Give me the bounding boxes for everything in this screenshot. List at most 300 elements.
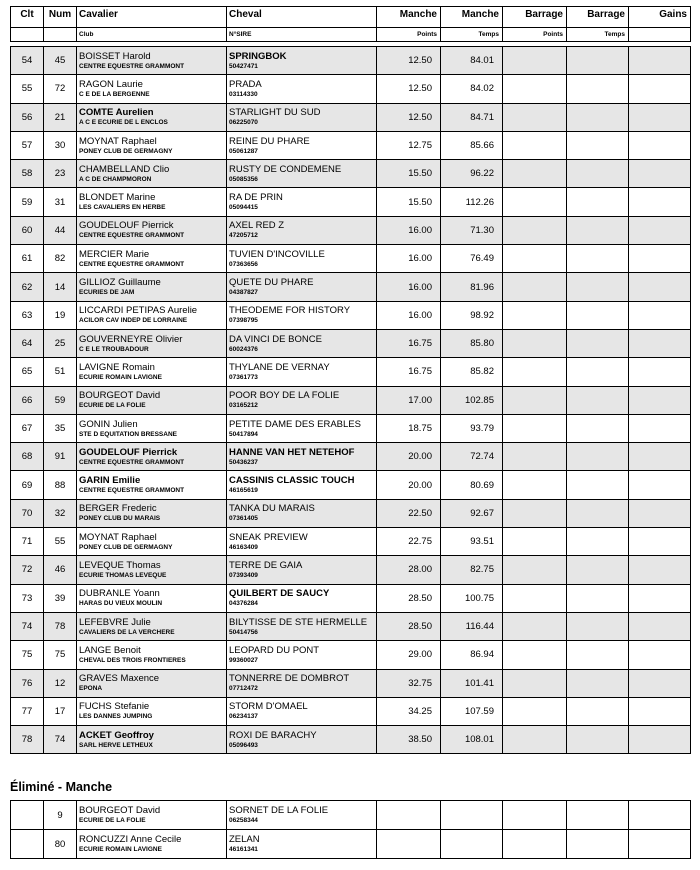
horse-sire: 06258344 (229, 817, 258, 824)
num-cell: 21 (44, 103, 77, 131)
horse-name: CASSINIS CLASSIC TOUCH (229, 475, 355, 487)
horse-sire: 60024376 (229, 345, 258, 353)
horse-cell (227, 726, 377, 754)
jumpoff-points-cell (503, 160, 567, 188)
club-name: ECURIE ROMAIN LAVIGNE (79, 846, 162, 853)
rider-cell (77, 584, 227, 612)
rider-cell (77, 528, 227, 556)
winnings-cell (629, 245, 691, 273)
rank-cell (11, 830, 44, 859)
club-name: ECURIE ROMAIN LAVIGNE (79, 373, 162, 381)
rank-cell (11, 801, 44, 830)
jumpoff-points-cell (503, 47, 567, 75)
table-row (11, 131, 691, 159)
rider-name: COMTE Aurelien (79, 107, 154, 119)
jumpoff-time-cell (567, 301, 629, 329)
num-cell: 72 (44, 75, 77, 103)
club-name: LES CAVALIERS EN HERBE (79, 204, 166, 212)
table-row (11, 329, 691, 357)
num-cell: 31 (44, 188, 77, 216)
winnings-cell (629, 414, 691, 442)
horse-name: REINE DU PHARE (229, 135, 310, 147)
num-cell: 78 (44, 612, 77, 640)
col-rank: Clt (11, 7, 44, 28)
time-cell: 84.01 (441, 47, 503, 75)
rider-name: GRAVES Maxence (79, 673, 160, 685)
rider-cell (77, 188, 227, 216)
horse-name: TANKA DU MARAIS (229, 503, 315, 515)
jumpoff-points-cell (503, 612, 567, 640)
horse-sire: 07398795 (229, 317, 258, 325)
rider-name: MOYNAT Raphael (79, 135, 157, 147)
rank-cell: 59 (11, 188, 44, 216)
rider-name: BOISSET Harold (79, 50, 151, 62)
club-name: ECURIE DE LA FOLIE (79, 402, 146, 410)
rider-cell (77, 556, 227, 584)
horse-cell (227, 471, 377, 499)
rider-cell (77, 830, 227, 859)
club-name: CAVALIERS DE LA VERCHERE (79, 628, 175, 636)
horse-name: HANNE VAN HET NETEHOF (229, 446, 355, 458)
horse-name: ROXI DE BARACHY (229, 729, 317, 741)
num-cell: 82 (44, 245, 77, 273)
points-cell: 12.75 (377, 131, 441, 159)
jumpoff-time-cell (567, 216, 629, 244)
rider-name: GOUDELOUF Pierrick (79, 220, 174, 232)
rider-cell (77, 301, 227, 329)
jumpoff-time-cell (567, 726, 629, 754)
table-row (11, 386, 691, 414)
num-cell: 39 (44, 584, 77, 612)
points-cell: 20.00 (377, 471, 441, 499)
points-cell: 18.75 (377, 414, 441, 442)
rider-cell (77, 386, 227, 414)
num-cell: 14 (44, 273, 77, 301)
winnings-cell (629, 273, 691, 301)
rank-cell: 72 (11, 556, 44, 584)
club-name: PONEY CLUB DU MARAIS (79, 515, 161, 523)
rider-name: RONCUZZI Anne Cecile (79, 834, 182, 845)
jumpoff-time-cell (567, 131, 629, 159)
winnings-cell (629, 160, 691, 188)
time-cell: 96.22 (441, 160, 503, 188)
jumpoff-time-cell (567, 641, 629, 669)
num-cell: 30 (44, 131, 77, 159)
table-row (11, 556, 691, 584)
jumpoff-time-cell (567, 697, 629, 725)
time-cell: 101.41 (441, 669, 503, 697)
time-cell: 102.85 (441, 386, 503, 414)
horse-sire: 05061287 (229, 147, 258, 155)
horse-name: POOR BOY DE LA FOLIE (229, 390, 340, 402)
table-row (11, 47, 691, 75)
rank-cell: 70 (11, 499, 44, 527)
rider-name: RAGON Laurie (79, 78, 143, 90)
jumpoff-time-cell (567, 414, 629, 442)
horse-sire: 07363656 (229, 260, 258, 268)
rider-cell (77, 216, 227, 244)
horse-name: SORNET DE LA FOLIE (229, 805, 329, 816)
table-row (11, 245, 691, 273)
jumpoff-time-cell (567, 669, 629, 697)
subcol-jumpoff-time: Temps (567, 28, 629, 42)
horse-cell (227, 556, 377, 584)
club-name: LES DANNES JUMPING (79, 713, 153, 721)
rider-cell (77, 726, 227, 754)
table-row (11, 697, 691, 725)
rank-cell: 62 (11, 273, 44, 301)
rider-cell (77, 471, 227, 499)
col-rider: Cavalier (77, 7, 227, 28)
horse-name: PRADA (229, 78, 262, 90)
time-cell: 112.26 (441, 188, 503, 216)
jumpoff-time-cell (567, 103, 629, 131)
num-cell: 74 (44, 726, 77, 754)
horse-cell (227, 245, 377, 273)
rider-cell (77, 801, 227, 830)
winnings-cell (629, 329, 691, 357)
horse-cell (227, 216, 377, 244)
rank-cell: 64 (11, 329, 44, 357)
winnings-cell (629, 471, 691, 499)
rider-cell (77, 245, 227, 273)
rider-cell (77, 612, 227, 640)
table-row (11, 414, 691, 442)
num-cell: 59 (44, 386, 77, 414)
table-row (11, 499, 691, 527)
table-row (11, 216, 691, 244)
subcol-points: Points (377, 28, 441, 42)
horse-name: STARLIGHT DU SUD (229, 107, 321, 119)
num-cell: 19 (44, 301, 77, 329)
horse-sire: 50417894 (229, 430, 258, 438)
rank-cell: 58 (11, 160, 44, 188)
jumpoff-time-cell (567, 443, 629, 471)
horse-sire: 05094415 (229, 204, 258, 212)
table-row (11, 188, 691, 216)
jumpoff-points-cell (503, 75, 567, 103)
rank-cell: 73 (11, 584, 44, 612)
points-cell: 16.00 (377, 245, 441, 273)
club-name: ACILOR CAV INDEP DE LORRAINE (79, 317, 188, 325)
points-cell: 15.50 (377, 160, 441, 188)
table-row (11, 301, 691, 329)
jumpoff-points-cell (503, 329, 567, 357)
horse-cell (227, 443, 377, 471)
horse-cell (227, 499, 377, 527)
horse-sire: 47205712 (229, 232, 258, 240)
num-cell: 88 (44, 471, 77, 499)
horse-sire: 04387827 (229, 289, 258, 297)
horse-name: TONNERRE DE DOMBROT (229, 673, 350, 685)
table-row (11, 830, 691, 859)
winnings-cell (629, 188, 691, 216)
horse-cell (227, 528, 377, 556)
col-horse: Cheval (227, 7, 377, 28)
rank-cell: 54 (11, 47, 44, 75)
horse-cell (227, 612, 377, 640)
horse-name: QUETE DU PHARE (229, 277, 314, 289)
winnings-cell (629, 726, 691, 754)
rank-cell: 77 (11, 697, 44, 725)
jumpoff-points-cell (503, 188, 567, 216)
rider-name: ACKET Geoffroy (79, 729, 154, 741)
jumpoff-time-cell (567, 556, 629, 584)
points-cell: 28.50 (377, 584, 441, 612)
rider-cell (77, 273, 227, 301)
winnings-cell (629, 47, 691, 75)
club-name: A C DE CHAMPMORON (79, 175, 152, 183)
horse-sire: 07361773 (229, 373, 258, 381)
horse-name: ZELAN (229, 834, 260, 845)
rider-cell (77, 329, 227, 357)
points-cell: 16.75 (377, 329, 441, 357)
results-header (10, 6, 691, 42)
jumpoff-points-cell (503, 641, 567, 669)
table-row (11, 528, 691, 556)
rank-cell: 60 (11, 216, 44, 244)
eliminated-title: Éliminé - Manche (10, 780, 113, 794)
num-cell: 55 (44, 528, 77, 556)
club-name: A C E ECURIE DE L ENCLOS (79, 119, 168, 127)
points-cell: 12.50 (377, 75, 441, 103)
rider-name: GOUVERNEYRE Olivier (79, 333, 183, 345)
num-cell: 9 (44, 801, 77, 830)
horse-name: THYLANE DE VERNAY (229, 361, 330, 373)
jumpoff-points-cell (503, 801, 567, 830)
jumpoff-points-cell (503, 726, 567, 754)
rider-name: GILLIOZ Guillaume (79, 277, 161, 289)
club-name: CENTRE EQUESTRE GRAMMONT (79, 232, 185, 240)
horse-sire: 07393409 (229, 571, 258, 579)
horse-sire: 07712472 (229, 685, 258, 693)
time-cell: 71.30 (441, 216, 503, 244)
rider-cell (77, 641, 227, 669)
table-row (11, 641, 691, 669)
points-cell: 16.00 (377, 301, 441, 329)
points-cell: 12.50 (377, 47, 441, 75)
time-cell: 92.67 (441, 499, 503, 527)
rider-name: MOYNAT Raphael (79, 531, 157, 543)
horse-sire: 07361405 (229, 515, 258, 523)
jumpoff-points-cell (503, 556, 567, 584)
horse-sire: 05085356 (229, 175, 258, 183)
col-jumpoff-time: Barrage (567, 7, 629, 28)
horse-cell (227, 358, 377, 386)
rank-cell: 78 (11, 726, 44, 754)
points-cell: 12.50 (377, 103, 441, 131)
club-name: CENTRE EQUESTRE GRAMMONT (79, 260, 185, 268)
horse-sire: 46165619 (229, 487, 258, 495)
jumpoff-time-cell (567, 75, 629, 103)
time-cell: 84.71 (441, 103, 503, 131)
club-name: HARAS DU VIEUX MOULIN (79, 600, 163, 608)
rider-name: BOURGEOT David (79, 390, 161, 402)
jumpoff-points-cell (503, 830, 567, 859)
jumpoff-points-cell (503, 131, 567, 159)
rider-name: LANGE Benoit (79, 644, 141, 656)
club-name: ECURIE DE LA FOLIE (79, 817, 146, 824)
rank-cell: 66 (11, 386, 44, 414)
rank-cell: 68 (11, 443, 44, 471)
horse-cell (227, 188, 377, 216)
winnings-cell (629, 556, 691, 584)
jumpoff-points-cell (503, 301, 567, 329)
points-cell (377, 830, 441, 859)
rider-name: GARIN Emilie (79, 475, 141, 487)
results-table (10, 46, 691, 754)
num-cell: 51 (44, 358, 77, 386)
horse-cell (227, 414, 377, 442)
rider-name: LAVIGNE Romain (79, 361, 155, 373)
time-cell (441, 801, 503, 830)
points-cell: 15.50 (377, 188, 441, 216)
rider-name: BERGER Frederic (79, 503, 157, 515)
horse-sire: 03165212 (229, 402, 258, 410)
num-cell: 12 (44, 669, 77, 697)
rider-name: DUBRANLE Yoann (79, 588, 160, 600)
horse-cell (227, 801, 377, 830)
jumpoff-time-cell (567, 245, 629, 273)
horse-cell (227, 641, 377, 669)
horse-name: AXEL RED Z (229, 220, 285, 232)
horse-name: SPRINGBOK (229, 50, 287, 62)
rank-cell: 65 (11, 358, 44, 386)
rank-cell: 67 (11, 414, 44, 442)
rider-name: BLONDET Marine (79, 192, 156, 204)
eliminated-table (10, 800, 691, 859)
horse-name: DA VINCI DE BONCE (229, 333, 322, 345)
club-name: PONEY CLUB DE GERMAGNY (79, 543, 173, 551)
winnings-cell (629, 75, 691, 103)
rank-cell: 55 (11, 75, 44, 103)
horse-cell (227, 329, 377, 357)
horse-name: LEOPARD DU PONT (229, 644, 320, 656)
time-cell: 107.59 (441, 697, 503, 725)
rank-cell: 69 (11, 471, 44, 499)
club-name: EPONA (79, 685, 103, 693)
jumpoff-points-cell (503, 103, 567, 131)
time-cell: 93.79 (441, 414, 503, 442)
time-cell: 93.51 (441, 528, 503, 556)
horse-name: TERRE DE GAIA (229, 559, 303, 571)
jumpoff-points-cell (503, 669, 567, 697)
rider-cell (77, 160, 227, 188)
winnings-cell (629, 386, 691, 414)
subcol-club: Club (77, 28, 227, 42)
horse-cell (227, 301, 377, 329)
jumpoff-points-cell (503, 386, 567, 414)
club-name: CHEVAL DES TROIS FRONTIERES (79, 656, 186, 664)
time-cell: 84.02 (441, 75, 503, 103)
time-cell: 81.96 (441, 273, 503, 301)
rider-cell (77, 47, 227, 75)
rank-cell: 74 (11, 612, 44, 640)
col-round-points: Manche (377, 7, 441, 28)
horse-cell (227, 75, 377, 103)
subcol-sire: N°SIRE (227, 28, 377, 42)
jumpoff-points-cell (503, 245, 567, 273)
horse-sire: 46163409 (229, 543, 258, 551)
table-row (11, 669, 691, 697)
horse-name: THEODEME FOR HISTORY (229, 305, 351, 317)
club-name: ECURIE THOMAS LEVEQUE (79, 571, 167, 579)
jumpoff-time-cell (567, 584, 629, 612)
rider-cell (77, 669, 227, 697)
horse-sire: 50414756 (229, 628, 258, 636)
jumpoff-time-cell (567, 528, 629, 556)
time-cell (441, 830, 503, 859)
winnings-cell (629, 830, 691, 859)
table-row (11, 443, 691, 471)
num-cell: 75 (44, 641, 77, 669)
winnings-cell (629, 443, 691, 471)
winnings-cell (629, 641, 691, 669)
points-cell: 29.00 (377, 641, 441, 669)
horse-cell (227, 830, 377, 859)
time-cell: 72.74 (441, 443, 503, 471)
jumpoff-time-cell (567, 801, 629, 830)
horse-name: QUILBERT DE SAUCY (229, 588, 330, 600)
horse-cell (227, 103, 377, 131)
jumpoff-points-cell (503, 528, 567, 556)
club-name: CENTRE EQUESTRE GRAMMONT (79, 458, 185, 466)
horse-cell (227, 697, 377, 725)
jumpoff-time-cell (567, 329, 629, 357)
rider-cell (77, 358, 227, 386)
num-cell: 35 (44, 414, 77, 442)
jumpoff-points-cell (503, 216, 567, 244)
club-name: STE D EQUITATION BRESSANE (79, 430, 177, 438)
rank-cell: 75 (11, 641, 44, 669)
jumpoff-points-cell (503, 414, 567, 442)
horse-sire: 99360027 (229, 656, 258, 664)
rank-cell: 57 (11, 131, 44, 159)
points-cell: 16.00 (377, 273, 441, 301)
club-name: C E DE LA BERGENNE (79, 90, 150, 98)
points-cell: 16.00 (377, 216, 441, 244)
time-cell: 116.44 (441, 612, 503, 640)
horse-sire: 50427471 (229, 62, 258, 70)
winnings-cell (629, 131, 691, 159)
points-cell: 38.50 (377, 726, 441, 754)
rider-cell (77, 75, 227, 103)
jumpoff-points-cell (503, 358, 567, 386)
num-cell: 25 (44, 329, 77, 357)
jumpoff-time-cell (567, 386, 629, 414)
rider-name: MERCIER Marie (79, 248, 150, 260)
winnings-cell (629, 801, 691, 830)
col-jumpoff-points: Barrage (503, 7, 567, 28)
jumpoff-time-cell (567, 358, 629, 386)
horse-name: RA DE PRIN (229, 192, 283, 204)
winnings-cell (629, 103, 691, 131)
horse-name: TUVIEN D'INCOVILLE (229, 248, 325, 260)
rider-name: LEFEBVRE Julie (79, 616, 151, 628)
horse-cell (227, 584, 377, 612)
num-cell: 46 (44, 556, 77, 584)
table-row (11, 358, 691, 386)
num-cell: 44 (44, 216, 77, 244)
points-cell: 20.00 (377, 443, 441, 471)
rider-name: LICCARDI PETIPAS Aurelie (79, 305, 198, 317)
rider-name: BOURGEOT David (79, 805, 161, 816)
horse-cell (227, 386, 377, 414)
winnings-cell (629, 528, 691, 556)
horse-name: SNEAK PREVIEW (229, 531, 308, 543)
horse-sire: 05096493 (229, 741, 258, 749)
table-row (11, 612, 691, 640)
